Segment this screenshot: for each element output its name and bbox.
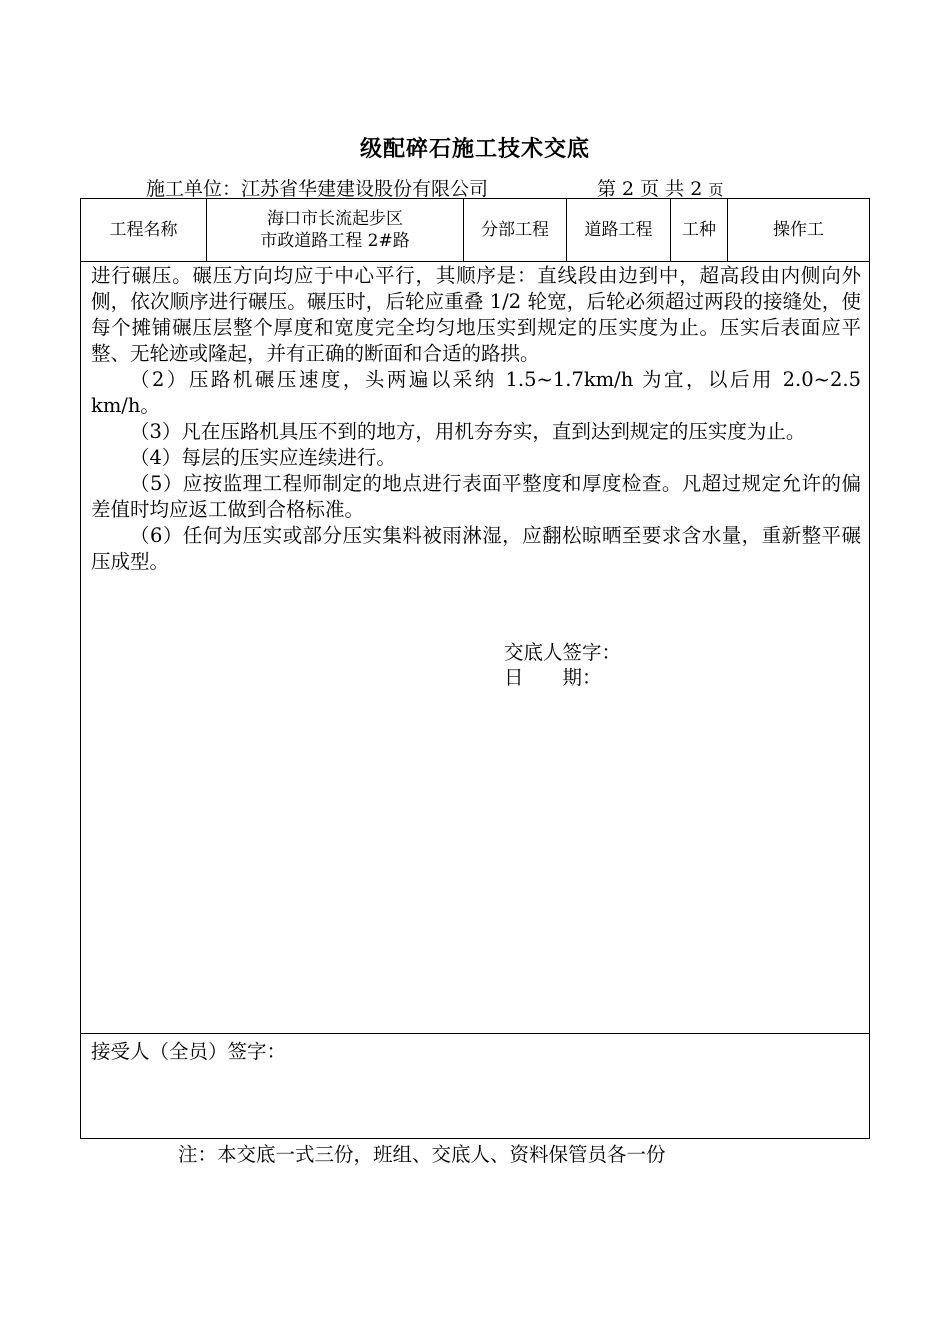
briefing-text	[91, 263, 861, 575]
construction-unit: 施工单位：江苏省华建建设股份有限公司	[146, 178, 489, 200]
division-label: 分部工程	[464, 199, 567, 261]
division-value: 道路工程	[567, 199, 671, 261]
project-name-value	[207, 199, 464, 261]
paragraph-inspection: （5）应按监理工程师制定的地点进行表面平整度和厚度检查。凡超过规定允许的偏差值时均应返工做到合格标准。	[91, 472, 861, 521]
receiver-signature: 接受人（全员）签字：	[91, 1040, 287, 1063]
paragraph-continuous-compaction: （4）每层的压实应连续进行。	[130, 446, 396, 469]
page-number: 第 2 页 共 2	[597, 178, 709, 200]
briefing-content-area	[81, 261, 869, 1034]
signature-date: 日 期：	[504, 666, 602, 689]
paragraph-continuation: 进行碾压。碾压方向均应于中心平行，其顺序是：直线段由边到中，超高段由内侧向外侧，依次顺序进行碾压。碾压时，后轮应重叠 1/2 轮宽，后轮必须超过两段的接缝处，使每个摊铺碾压层整个厚度和宽度完全均匀地压实到规定的压实度为止。压实后表面应平整、无轮迹或隆起，并有正确的断面和合适的路拱。	[91, 264, 861, 365]
header-row	[81, 199, 869, 262]
page-suffix: 页	[708, 181, 724, 199]
briefing-sheet	[80, 198, 870, 1139]
document-title: 级配碎石施工技术交底	[359, 136, 590, 162]
project-name-label: 工程名称	[81, 199, 207, 261]
paragraph-rain-wetted: （6）任何为压实或部分压实集料被雨淋湿，应翻松晾晒至要求含水量，重新整平碾压成型。	[91, 524, 861, 573]
page-indicator	[597, 174, 723, 201]
trade-value: 操作工	[773, 220, 824, 240]
trade-label: 工种	[671, 199, 728, 261]
project-name-line2: 市政道路工程 2#路	[260, 231, 410, 251]
paragraph-tamping: （3）凡在压路机具压不到的地方，用机夯夯实，直到达到规定的压实度为止。	[130, 420, 806, 443]
paragraph-roller-speed: （2）压路机碾压速度，头两遍以采纳 1.5~1.7km/h 为宜，以后用 2.0~2.5 km/h。	[91, 368, 861, 417]
footer-note: 注：本交底一式三份，班组、交底人、资料保管员各一份	[178, 1143, 666, 1166]
presenter-signature: 交底人签字：	[504, 641, 622, 664]
project-name-line1: 海口市长流起步区	[267, 209, 403, 229]
